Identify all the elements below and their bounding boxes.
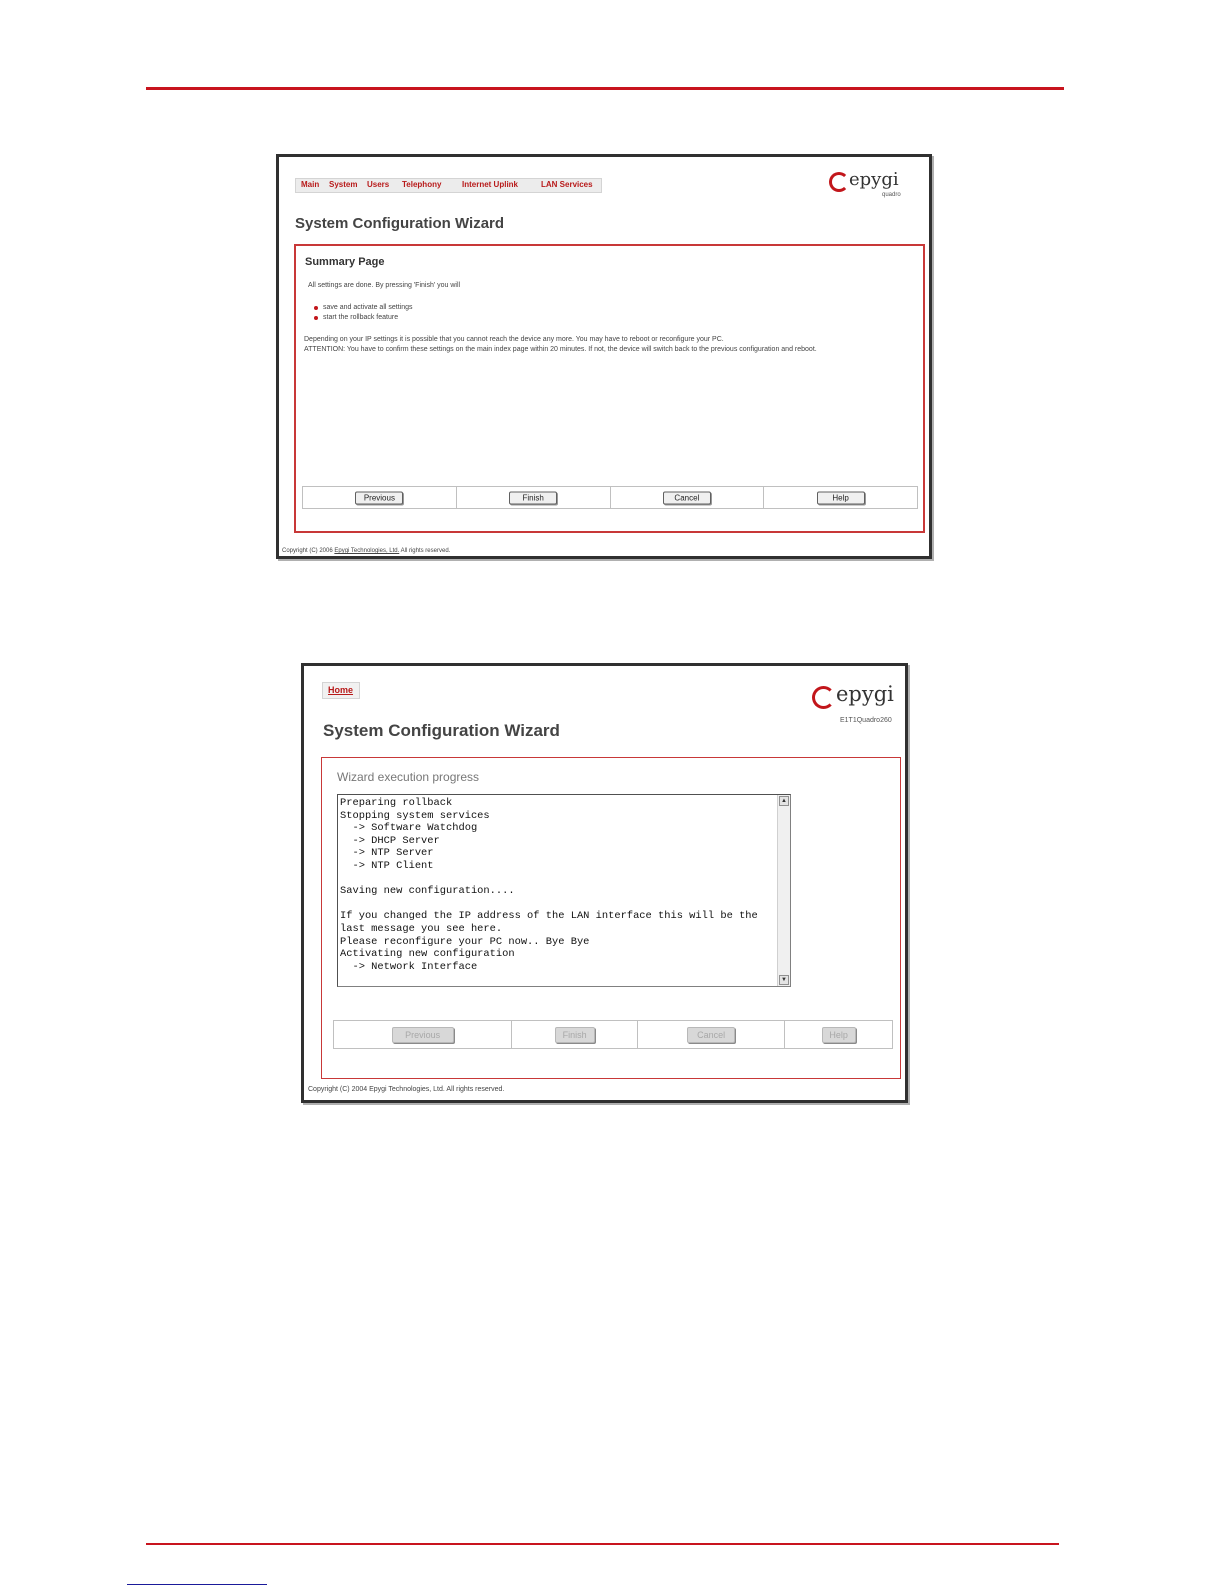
bullet-icon xyxy=(314,316,318,320)
log-line xyxy=(340,898,758,911)
page-header-rule xyxy=(146,87,1064,90)
logo-subtitle: quadro xyxy=(882,192,901,198)
progress-label: Wizard execution progress xyxy=(337,770,480,784)
summary-heading: Summary Page xyxy=(305,256,385,268)
wizard-button-bar xyxy=(333,1020,893,1049)
nav-item-system[interactable]: System xyxy=(329,180,358,189)
copyright-notice: Copyright (C) 2004 Epygi Technologies, Ltd. All rights reserved. xyxy=(308,1086,505,1093)
log-scrollbar[interactable] xyxy=(777,795,790,986)
nav-item-main[interactable]: Main xyxy=(301,180,320,189)
log-line: Saving new configuration.... xyxy=(340,885,515,898)
nav-item-internet-uplink[interactable]: Internet Uplink xyxy=(462,180,519,189)
logo-name: epygi xyxy=(836,682,894,706)
progress-log-textarea[interactable] xyxy=(337,794,791,987)
epygi-logo-icon xyxy=(829,172,849,192)
cancel-button[interactable]: Cancel xyxy=(663,491,711,504)
log-line: last message you see here. xyxy=(340,922,503,935)
logo-name: epygi xyxy=(849,169,899,190)
finish-button[interactable]: Finish xyxy=(509,491,557,504)
epygi-logo xyxy=(827,169,907,199)
nav-item-lan-services[interactable]: LAN Services xyxy=(541,180,593,189)
nav-item-telephony[interactable]: Telephony xyxy=(402,180,442,189)
summary-attention-note: ATTENTION: You have to confirm these settings on the main index page within 20 minutes. If not, the device will switch back to the previous configuration and reboot. xyxy=(304,346,817,353)
summary-note: Depending on your IP settings it is possible that you cannot reach the device any more. You may have to reboot or reconfigure your PC. xyxy=(304,336,724,343)
epygi-link[interactable]: Epygi Technologies, Ltd. xyxy=(334,548,400,554)
summary-bullet: start the rollback feature xyxy=(323,314,399,321)
epygi-logo xyxy=(810,682,902,726)
log-line: Please reconfigure your PC now.. Bye Bye xyxy=(340,935,590,948)
log-line: Activating new configuration xyxy=(340,948,515,961)
log-line: If you changed the IP address of the LAN interface this will be the xyxy=(340,910,758,923)
progress-panel xyxy=(321,757,901,1079)
previous-button[interactable]: Previous xyxy=(355,491,403,504)
scroll-down-icon[interactable]: ▼ xyxy=(779,975,789,985)
scroll-up-icon[interactable]: ▲ xyxy=(779,796,789,806)
summary-page-screenshot xyxy=(276,154,932,559)
top-navigation xyxy=(322,682,360,699)
help-button[interactable]: Help xyxy=(817,491,865,504)
summary-intro: All settings are done. By pressing 'Finish' you will xyxy=(308,282,461,289)
top-navigation xyxy=(295,178,602,193)
previous-button[interactable]: Previous xyxy=(392,1027,454,1043)
log-line xyxy=(340,873,758,886)
page-footer-rule xyxy=(146,1543,1059,1545)
log-line: Stopping system services xyxy=(340,809,490,822)
wizard-button-bar xyxy=(302,486,918,509)
log-line: -> Software Watchdog xyxy=(340,822,478,835)
cancel-button[interactable]: Cancel xyxy=(687,1027,735,1043)
help-button[interactable]: Help xyxy=(822,1027,856,1043)
summary-panel xyxy=(294,244,925,533)
wizard-progress-screenshot xyxy=(301,663,908,1103)
copyright-notice: Copyright (C) 2006 Epygi Technologies, Ltd. All rights reserved. xyxy=(282,548,451,554)
log-line: -> NTP Client xyxy=(340,859,434,872)
page-title: System Configuration Wizard xyxy=(295,215,505,232)
log-line: -> Network Interface xyxy=(340,960,478,973)
log-line: -> NTP Server xyxy=(340,847,434,860)
progress-log-text xyxy=(340,797,758,973)
bullet-icon xyxy=(314,306,318,310)
logo-subtitle: E1T1Quadro260 xyxy=(840,717,892,724)
nav-item-users[interactable]: Users xyxy=(367,180,390,189)
summary-bullet: save and activate all settings xyxy=(323,304,413,311)
page-title: System Configuration Wizard xyxy=(323,721,560,740)
home-link[interactable]: Home xyxy=(328,685,354,695)
epygi-logo-icon xyxy=(812,686,835,709)
finish-button[interactable]: Finish xyxy=(555,1027,595,1043)
log-line: Preparing rollback xyxy=(340,797,453,809)
log-line: -> DHCP Server xyxy=(340,834,440,847)
